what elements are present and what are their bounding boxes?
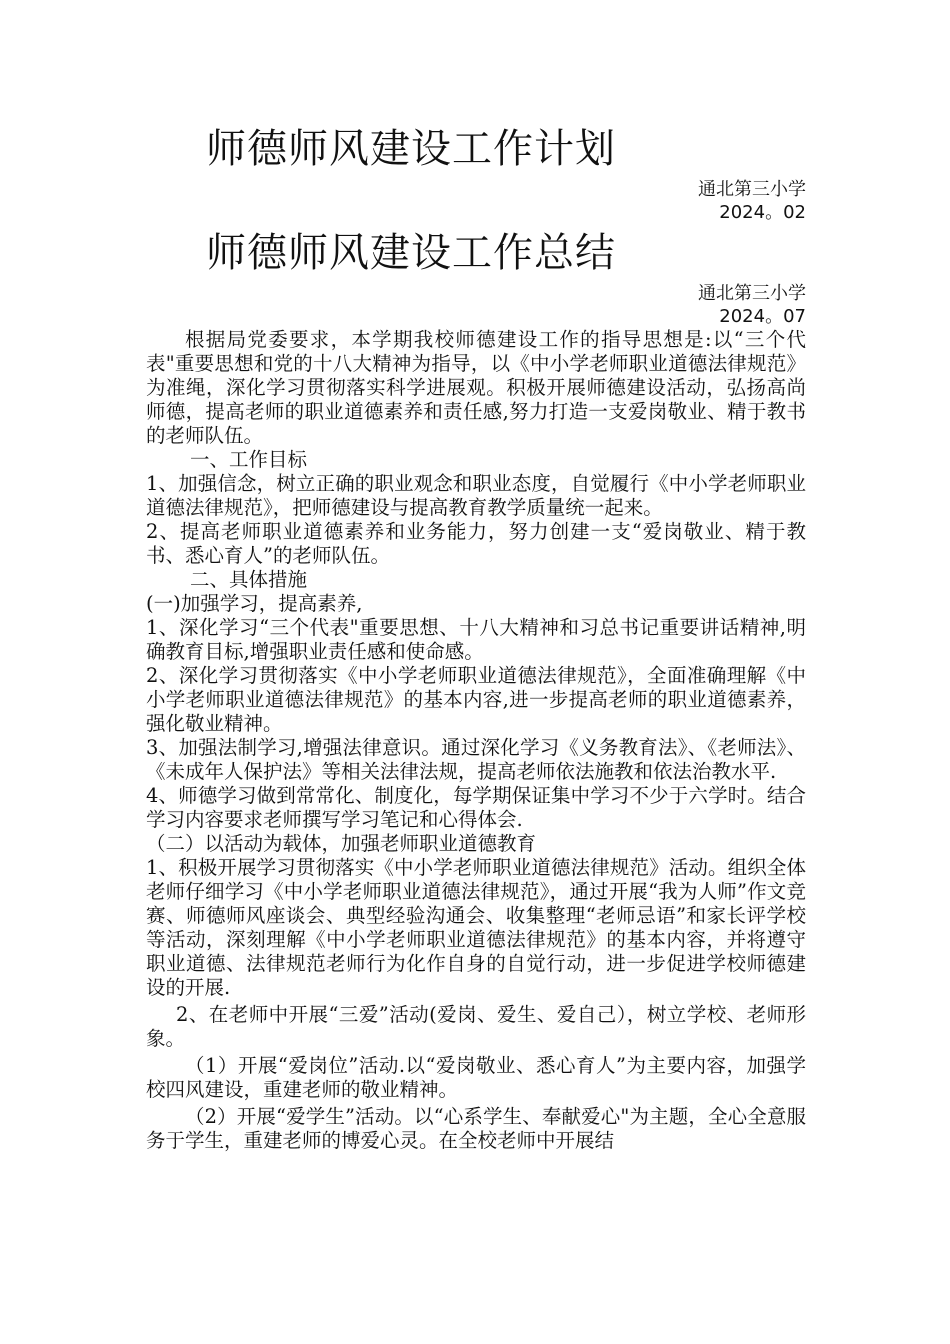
list-item: （1）开展“爱岗位”活动.以“爱岗敬业、悉心育人”为主要内容，加强学校四风建设，重建老师的敬业精神。 <box>146 1054 806 1101</box>
list-item: （2）开展“爱学生”活动。以“心系学生、奉献爱心"为主题，全心全意服务于学生，重建老师的博爱心灵。在全校老师中开展结 <box>146 1105 806 1152</box>
list-item: 2、深化学习贯彻落实《中小学老师职业道德法律规范》，全面准确理解《中小学老师职业道德法律规范》的基本内容,进一步提高老师的职业道德素养，强化敬业精神。 <box>146 664 806 735</box>
section-heading: 二、具体措施 <box>190 568 308 591</box>
plan-date: 2024。02 <box>719 202 806 223</box>
list-item: 3、加强法制学习,增强法律意识。通过深化学习《义务教育法》、《老师法》、《未成年人保护法》等相关法律法规，提高老师依法施教和依法治教水平. <box>146 736 806 783</box>
list-item: 1、加强信念，树立正确的职业观念和职业态度，自觉履行《中小学老师职业道德法律规范》，把师德建设与提高教育教学质量统一起来。 <box>146 472 806 519</box>
list-item: 2、在老师中开展“三爱”活动(爱岗、爱生、爱自己），树立学校、老师形象。 <box>146 1003 806 1050</box>
list-item: 1、积极开展学习贯彻落实《中小学老师职业道德法律规范》活动。组织全体老师仔细学习《中小学老师职业道德法律规范》，通过开展“我为人师”作文竞赛、师德师风座谈会、典型经验沟通会、收集整理“老师忌语”和家长评学校等活动，深刻理解《中小学老师职业道德法律规范》的基本内容，并将遵守职业道德、法律规范老师行为化作自身的自觉行动，进一步促进学校师德建设的开展. <box>146 856 806 999</box>
list-item: 4、师德学习做到常常化、制度化，每学期保证集中学习不少于六学时。结合学习内容要求老师撰写学习笔记和心得体会. <box>146 784 806 831</box>
subsection-heading: （二）以活动为载体，加强老师职业道德教育 <box>146 832 537 855</box>
list-item: 2、提高老师职业道德素养和业务能力，努力创建一支“爱岗敬业、精于教书、悉心育人”的老师队伍。 <box>146 520 806 567</box>
plan-title: 师德师风建设工作计划 <box>206 126 616 172</box>
list-item: 1、深化学习“三个代表"重要思想、十八大精神和习总书记重要讲话精神,明确教育目标,增强职业责任感和使命感。 <box>146 616 806 663</box>
summary-date: 2024。07 <box>719 306 806 327</box>
summary-meta <box>146 282 806 328</box>
document-body <box>146 120 806 1153</box>
summary-title: 师德师风建设工作总结 <box>206 230 616 276</box>
school-name: 通北第三小学 <box>698 179 806 200</box>
section-heading: 一、工作目标 <box>190 448 308 471</box>
intro-paragraph: 根据局党委要求，本学期我校师德建设工作的指导思想是:以“三个代表"重要思想和党的十八大精神为指导，以《中小学老师职业道德法律规范》为准绳，深化学习贯彻落实科学进展观。积极开展师德建设活动，弘扬高尚师德，提高老师的职业道德素养和责任感,努力打造一支爱岗敬业、精于教书的老师队伍。 <box>146 328 806 447</box>
plan-meta <box>146 178 806 224</box>
subsection-heading: (一)加强学习，提高素养, <box>146 592 363 615</box>
school-name: 通北第三小学 <box>698 283 806 304</box>
